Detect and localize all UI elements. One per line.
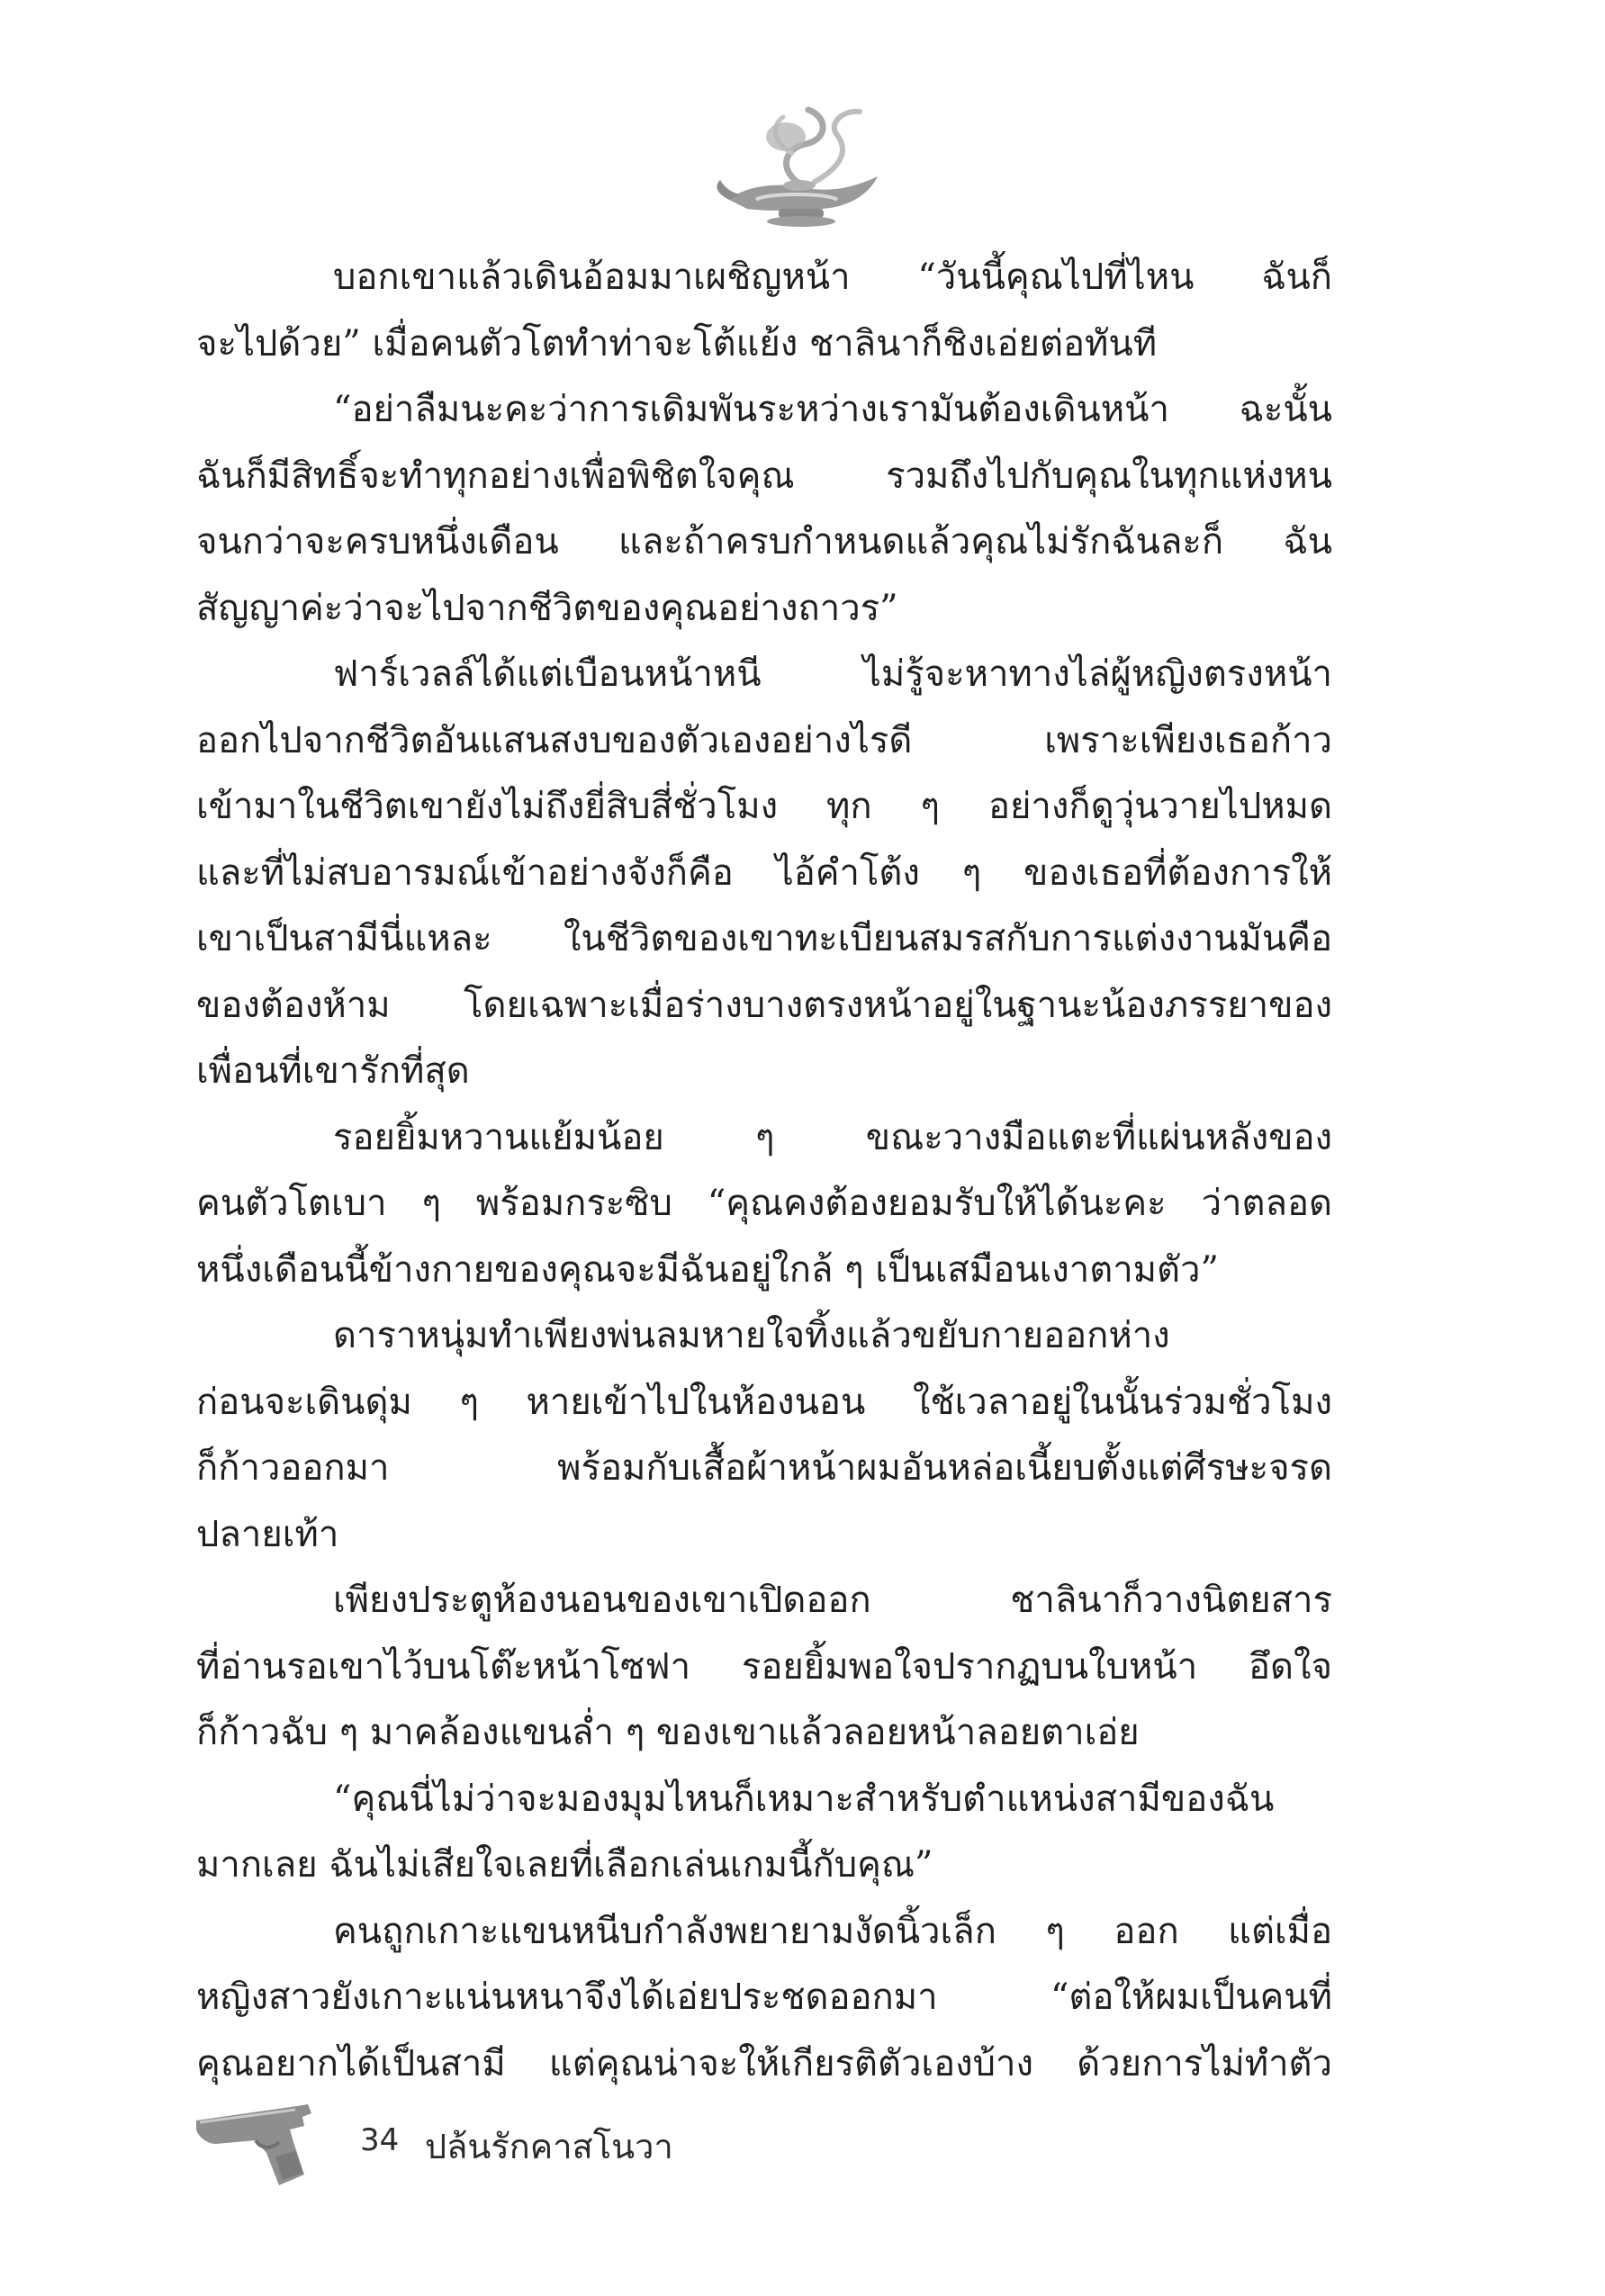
text-line: และที่ไม่สบอารมณ์เข้าอย่างจังก็คือ ไอ้คำโต้ง ๆ ของเธอที่ต้องการให้ [196, 851, 1332, 894]
page-number: 34 [360, 2122, 400, 2158]
text-line: “อย่าลืมนะคะว่าการเดิมพันระหว่างเรามันต้องเดินหน้า ฉะนั้น [333, 389, 1332, 430]
text-line: รอยยิ้มหวานแย้มน้อย ๆ ขณะวางมือแตะที่แผ่นหลังของ [333, 1116, 1332, 1158]
text-line: คุณอยากได้เป็นสามี แต่คุณน่าจะให้เกียรติตัวเองบ้าง ด้วยการไม่ทำตัว [196, 2042, 1332, 2084]
text-line: ของต้องห้าม โดยเฉพาะเมื่อร่างบางตรงหน้าอยู่ในฐานะน้องภรรยาของ [196, 984, 1332, 1026]
text-line: จนกว่าจะครบหนึ่งเดือน และถ้าครบกำหนดแล้วคุณไม่รักฉันละก็ ฉัน [196, 521, 1332, 563]
pistol-icon [189, 2086, 360, 2194]
page-footer [189, 2086, 729, 2194]
text-line: เพียงประตูห้องนอนของเขาเปิดออก ชาลินาก็วางนิตยสาร [333, 1580, 1332, 1621]
body-text [196, 245, 1332, 2097]
text-line: เพื่อนที่เขารักที่สุด [196, 1050, 470, 1092]
text-line: จะไปด้วย” เมื่อคนตัวโตทำท่าจะโต้แย้ง ชาลินาก็ชิงเอ่ยต่อทันที [196, 322, 1158, 365]
magic-lamp-icon [693, 99, 900, 234]
text-line: สัญญาค่ะว่าจะไปจากชีวิตของคุณอย่างถาวร” [196, 587, 898, 629]
text-line: ที่อ่านรอเขาไว้บนโต๊ะหน้าโซฟา รอยยิ้มพอใจปรากฏบนใบหน้า อึดใจ [196, 1645, 1332, 1688]
text-line: “คุณนี่ไม่ว่าจะมองมุมไหนก็เหมาะสำหรับตำแหน่งสามีของฉัน [333, 1778, 1275, 1820]
text-line: หญิงสาวยังเกาะแน่นหนาจึงได้เอ่ยประชดออกมา “ต่อให้ผมเป็นคนที่ [196, 1976, 1332, 2018]
text-line: ก็ก้าวออกมา พร้อมกับเสื้อผ้าหน้าผมอันหล่อเนี้ยบตั้งแต่ศีรษะจรด [196, 1447, 1332, 1489]
text-line: ฟาร์เวลล์ได้แต่เบือนหน้าหนี ไม่รู้จะหาทางไล่ผู้หญิงตรงหน้า [333, 653, 1332, 695]
text-line: เขาเป็นสามีนี่แหละ ในชีวิตของเขาทะเบียนสมรสกับการแต่งงานมันคือ [196, 918, 1332, 959]
text-line: คนถูกเกาะแขนหนีบกำลังพยายามงัดนิ้วเล็ก ๆ ออก แต่เมื่อ [333, 1910, 1332, 1952]
text-line: ปลายเท้า [196, 1513, 339, 1555]
text-line: คนตัวโตเบา ๆ พร้อมกระซิบ “คุณคงต้องยอมรับให้ได้นะคะ ว่าตลอด [196, 1183, 1332, 1224]
text-line: บอกเขาแล้วเดินอ้อมมาเผชิญหน้า “วันนี้คุณไปที่ไหน ฉันก็ [333, 257, 1332, 298]
text-line: ออกไปจากชีวิตอันแสนสงบของตัวเองอย่างไรดี เพราะเพียงเธอก้าว [196, 719, 1332, 761]
text-line: เข้ามาในชีวิตเขายังไม่ถึงยี่สิบสี่ชั่วโมง ทุก ๆ อย่างก็ดูวุ่นวายไปหมด [196, 786, 1332, 827]
text-line: ก่อนจะเดินดุ่ม ๆ หายเข้าไปในห้องนอน ใช้เวลาอยู่ในนั้นร่วมชั่วโมง [196, 1381, 1332, 1423]
book-title: ปล้นรักคาสโนวา [425, 2127, 673, 2166]
text-line: หนึ่งเดือนนี้ข้างกายของคุณจะมีฉันอยู่ใกล้ ๆ เป็นเสมือนเงาตามตัว” [196, 1248, 1219, 1291]
text-line: ก็ก้าวฉับ ๆ มาคล้องแขนล่ำ ๆ ของเขาแล้วลอยหน้าลอยตาเอ่ย [196, 1712, 1140, 1753]
text-line: ดาราหนุ่มทำเพียงพ่นลมหายใจทิ้งแล้วขยับกายออกห่าง [333, 1315, 1170, 1356]
text-line: มากเลย ฉันไม่เสียใจเลยที่เลือกเล่นเกมนี้กับคุณ” [196, 1844, 933, 1886]
text-line: ฉันก็มีสิทธิ์จะทำทุกอย่างเพื่อพิชิตใจคุณ รวมถึงไปกับคุณในทุกแห่งหน [196, 455, 1332, 497]
